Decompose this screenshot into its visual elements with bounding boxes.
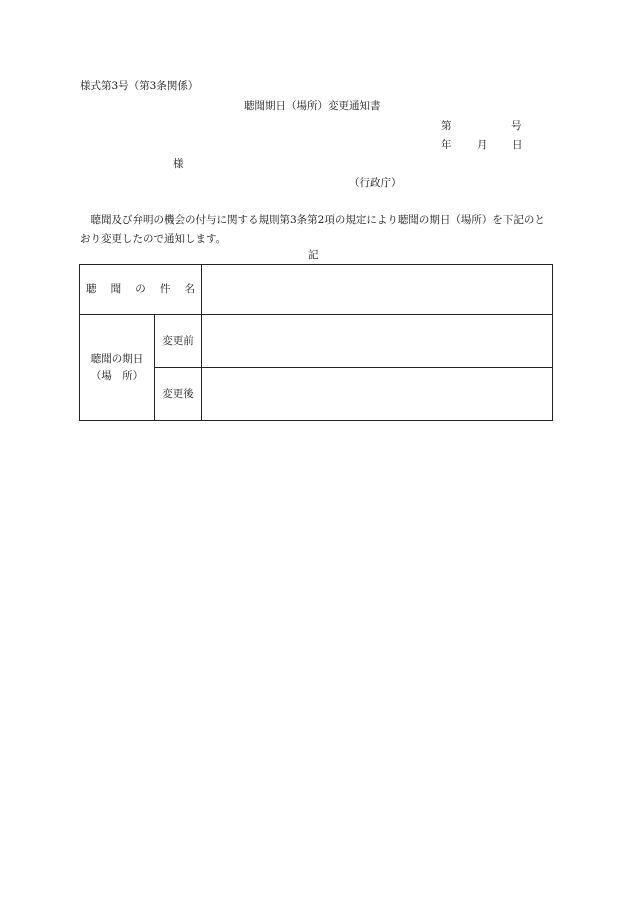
number-suffix: 号 (511, 120, 522, 132)
case-name-char: 名 (184, 283, 195, 296)
change-record-table (79, 264, 553, 421)
date-month-label: 月 (477, 139, 488, 151)
date-year-label: 年 (441, 139, 452, 151)
after-value-cell[interactable] (202, 368, 553, 421)
case-name-char: 件 (159, 283, 171, 296)
date-day-label: 日 (512, 139, 523, 151)
case-name-label-cell (80, 265, 202, 315)
document-title: 聴聞期日（場所）変更通知書 (244, 100, 381, 112)
notice-body-text: 聴聞及び弁明の機会の付与に関する規則第3条第2項の規定により聴聞の期日（場所）を下記のとおり変更したので通知します。 (80, 214, 545, 245)
number-prefix: 第 (441, 120, 452, 132)
case-name-char: 聴 (86, 283, 97, 296)
issuing-agency: （行政庁） (349, 177, 402, 189)
case-name-label (80, 284, 201, 295)
period-label-line2: （場 所） (90, 369, 144, 382)
ki-heading: 記 (308, 249, 319, 261)
before-value-cell[interactable] (202, 315, 553, 368)
period-place-label-cell (80, 315, 155, 421)
addressee-suffix: 様 (173, 158, 184, 170)
case-name-char: 聞 (110, 283, 122, 296)
period-label-line1: 聴聞の期日 (90, 352, 144, 365)
case-name-value-cell[interactable] (202, 265, 553, 315)
before-label-cell: 変更前 (155, 315, 202, 368)
case-name-char: の (135, 283, 146, 296)
form-number: 様式第3号（第3条関係） (80, 80, 199, 92)
after-label-cell: 変更後 (155, 368, 202, 421)
before-row (80, 315, 553, 368)
case-name-row (80, 265, 553, 315)
